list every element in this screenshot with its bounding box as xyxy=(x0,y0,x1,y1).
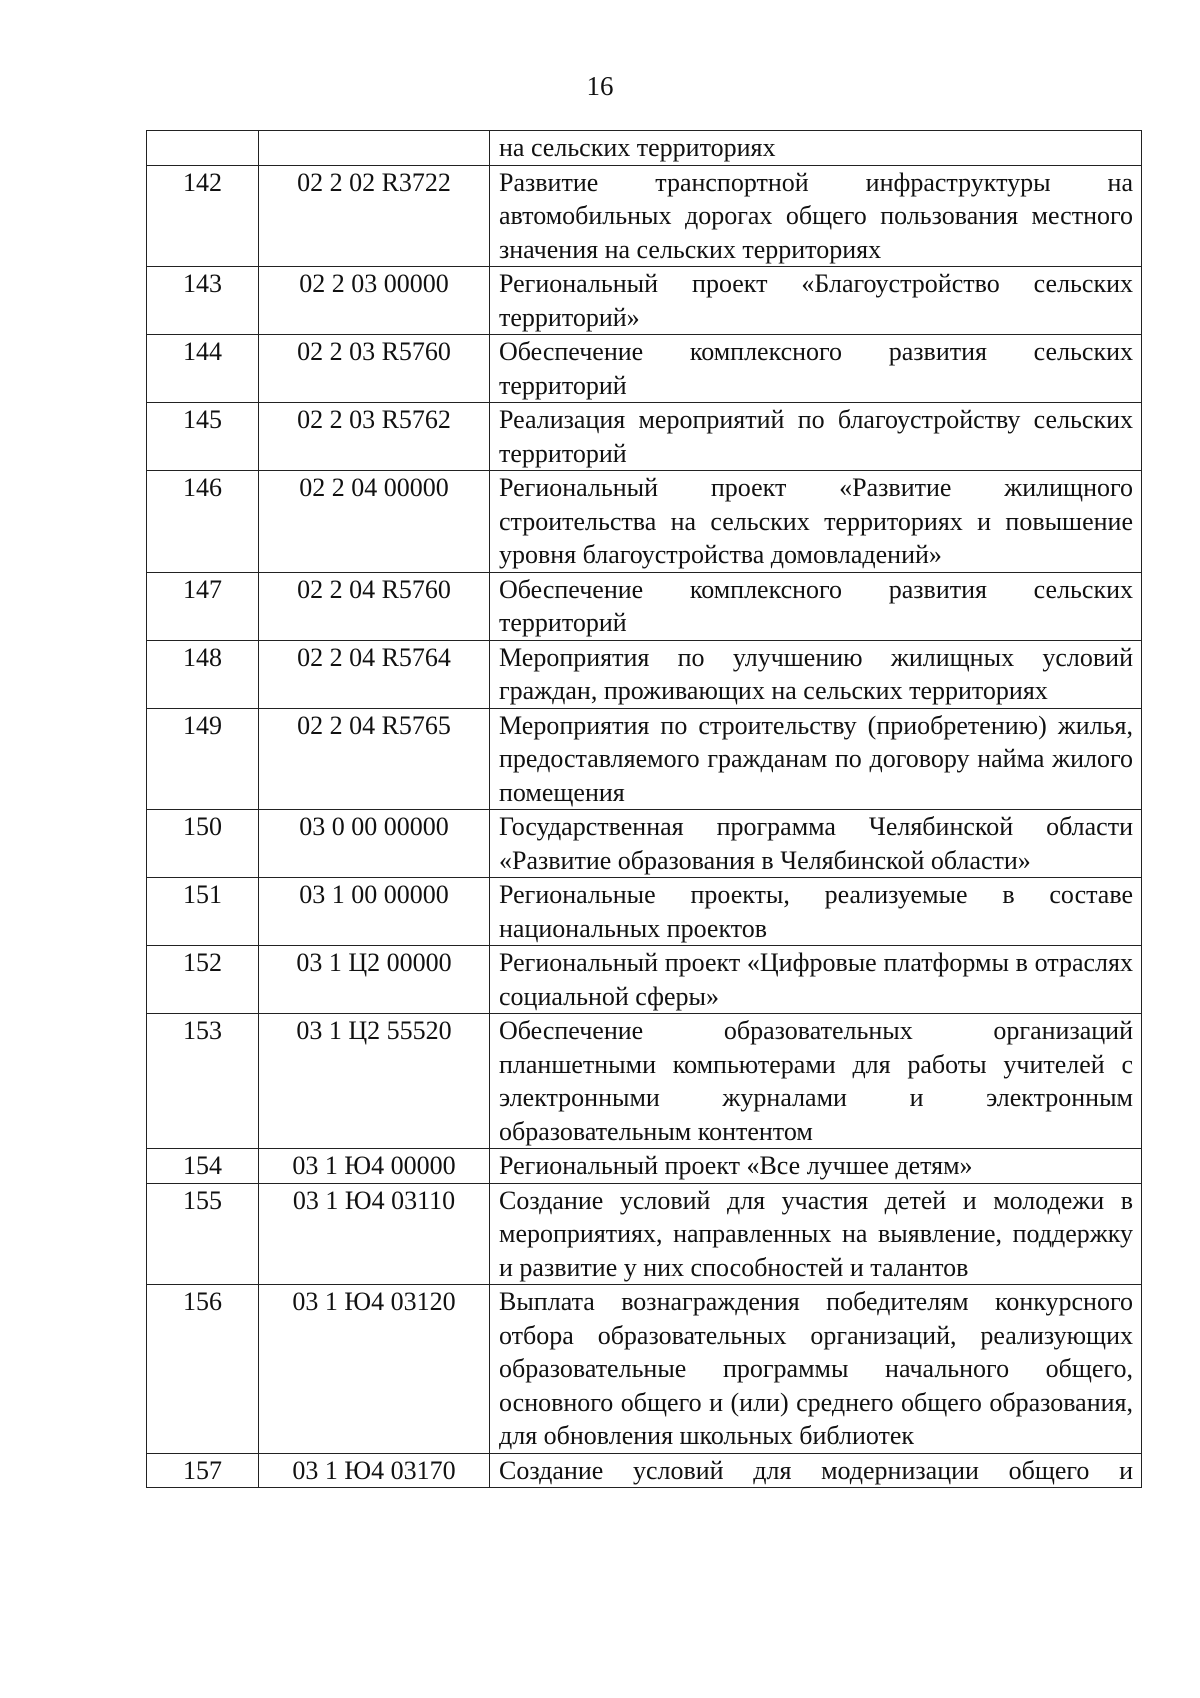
table-row xyxy=(147,640,1142,708)
table-row xyxy=(147,1285,1142,1454)
row-code: 02 2 04 R5764 xyxy=(259,640,490,708)
row-number: 149 xyxy=(147,708,259,810)
row-description: Обеспечение комплексного развития сельских территорий xyxy=(490,572,1142,640)
table-row xyxy=(147,267,1142,335)
table-row xyxy=(147,335,1142,403)
table-row xyxy=(147,1453,1142,1488)
row-code: 02 2 03 00000 xyxy=(259,267,490,335)
row-description: Мероприятия по улучшению жилищных условий граждан, проживающих на сельских территориях xyxy=(490,640,1142,708)
row-description: Региональные проекты, реализуемые в составе национальных проектов xyxy=(490,878,1142,946)
page-number: 16 xyxy=(586,71,614,101)
row-description: Выплата вознаграждения победителям конкурсного отбора образовательных организаций, реализующих образовательные программы начального общего, основного общего и (или) среднего общего образования, для обновления школьных библиотек xyxy=(490,1285,1142,1454)
row-code: 02 2 03 R5762 xyxy=(259,403,490,471)
row-number: 157 xyxy=(147,1453,259,1488)
row-code: 03 1 Ю4 03110 xyxy=(259,1183,490,1285)
row-number: 154 xyxy=(147,1149,259,1184)
table-row xyxy=(147,165,1142,267)
table-row xyxy=(147,572,1142,640)
row-description: Обеспечение образовательных организаций планшетными компьютерами для работы учителей с электронными журналами и электронным образовательным контентом xyxy=(490,1014,1142,1149)
row-code: 03 1 Ю4 03120 xyxy=(259,1285,490,1454)
row-number: 153 xyxy=(147,1014,259,1149)
row-number: 147 xyxy=(147,572,259,640)
row-code: 02 2 04 R5760 xyxy=(259,572,490,640)
row-number: 146 xyxy=(147,471,259,573)
row-code: 03 1 Ц2 00000 xyxy=(259,946,490,1014)
row-code: 02 2 04 00000 xyxy=(259,471,490,573)
table-row xyxy=(147,946,1142,1014)
table-row xyxy=(147,403,1142,471)
row-number: 144 xyxy=(147,335,259,403)
row-code: 03 1 Ц2 55520 xyxy=(259,1014,490,1149)
row-number: 150 xyxy=(147,810,259,878)
row-code: 03 1 00 00000 xyxy=(259,878,490,946)
row-number: 145 xyxy=(147,403,259,471)
row-number: 143 xyxy=(147,267,259,335)
row-description: Мероприятия по строительству (приобретению) жилья, предоставляемого гражданам по договору найма жилого помещения xyxy=(490,708,1142,810)
row-description: Обеспечение комплексного развития сельских территорий xyxy=(490,335,1142,403)
row-description: Реализация мероприятий по благоустройству сельских территорий xyxy=(490,403,1142,471)
table-row xyxy=(147,1149,1142,1184)
row-description: Региональный проект «Цифровые платформы в отраслях социальной сферы» xyxy=(490,946,1142,1014)
row-description: Региональный проект «Благоустройство сельских территорий» xyxy=(490,267,1142,335)
table-row xyxy=(147,1014,1142,1149)
row-code: 03 1 Ю4 03170 xyxy=(259,1453,490,1488)
table-row xyxy=(147,810,1142,878)
row-description: Создание условий для модернизации общего и xyxy=(490,1453,1142,1488)
row-code: 02 2 04 R5765 xyxy=(259,708,490,810)
budget-classification-table xyxy=(146,130,1142,1488)
row-description: Создание условий для участия детей и молодежи в мероприятиях, направленных на выявление, поддержку и развитие у них способностей и талантов xyxy=(490,1183,1142,1285)
row-number: 152 xyxy=(147,946,259,1014)
row-number: 142 xyxy=(147,165,259,267)
table-row xyxy=(147,471,1142,573)
row-code: 02 2 03 R5760 xyxy=(259,335,490,403)
row-description: на сельских территориях xyxy=(490,131,1142,166)
row-number xyxy=(147,131,259,166)
row-description: Региональный проект «Все лучшее детям» xyxy=(490,1149,1142,1184)
table-row xyxy=(147,1183,1142,1285)
table-row xyxy=(147,708,1142,810)
table-row xyxy=(147,131,1142,166)
row-code xyxy=(259,131,490,166)
row-number: 156 xyxy=(147,1285,259,1454)
row-description: Региональный проект «Развитие жилищного строительства на сельских территориях и повышение уровня благоустройства домовладений» xyxy=(490,471,1142,573)
row-number: 148 xyxy=(147,640,259,708)
table-row xyxy=(147,878,1142,946)
row-description: Государственная программа Челябинской области «Развитие образования в Челябинской области» xyxy=(490,810,1142,878)
row-code: 03 1 Ю4 00000 xyxy=(259,1149,490,1184)
row-description: Развитие транспортной инфраструктуры на автомобильных дорогах общего пользования местного значения на сельских территориях xyxy=(490,165,1142,267)
row-code: 03 0 00 00000 xyxy=(259,810,490,878)
row-number: 151 xyxy=(147,878,259,946)
row-code: 02 2 02 R3722 xyxy=(259,165,490,267)
row-number: 155 xyxy=(147,1183,259,1285)
